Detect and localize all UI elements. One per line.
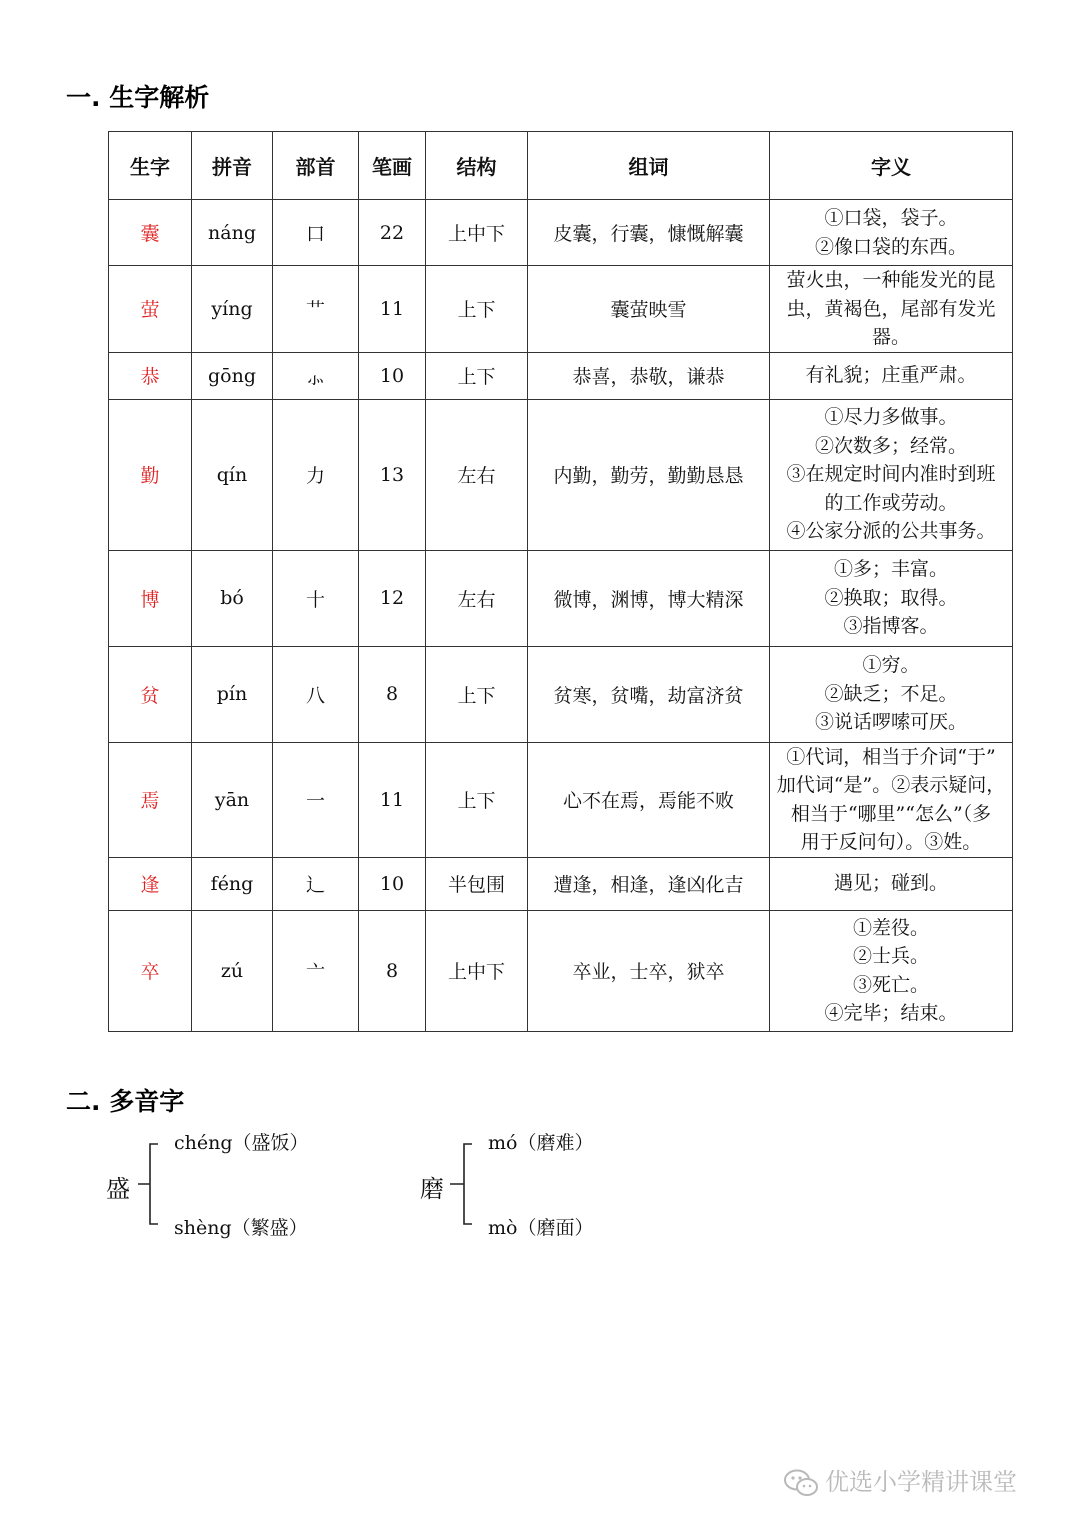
table-row bbox=[109, 266, 1013, 353]
radical-cell: 口 bbox=[273, 200, 359, 266]
char-cell: 逢 bbox=[109, 857, 192, 910]
header-structure: 结构 bbox=[426, 132, 528, 200]
meaning-line: ②换取；取得。 bbox=[824, 586, 958, 609]
meaning-line: 有礼貌；庄重严肃。 bbox=[805, 364, 977, 387]
polyphone-char: 盛 bbox=[106, 1175, 130, 1203]
meaning-line: 用于反问句）。③姓。 bbox=[800, 831, 982, 853]
pinyin-cell: féng bbox=[192, 857, 273, 910]
reading-item: chéng（盛饭） bbox=[174, 1132, 309, 1154]
meaning-cell bbox=[770, 399, 1013, 550]
char-cell: 焉 bbox=[109, 742, 192, 857]
words-cell: 恭喜，恭敬，谦恭 bbox=[528, 352, 770, 399]
section-title-characters: 一. 生字解析 bbox=[66, 83, 210, 112]
structure-cell: 上下 bbox=[426, 646, 528, 742]
strokes-cell: 10 bbox=[359, 857, 426, 910]
char-cell: 萤 bbox=[109, 266, 192, 353]
header-meaning: 字义 bbox=[770, 132, 1013, 200]
meaning-line: 的工作或劳动。 bbox=[824, 491, 958, 514]
meaning-line: ②像口袋的东西。 bbox=[814, 235, 967, 258]
header-radical: 部首 bbox=[273, 132, 359, 200]
meaning-line: 虫，黄褐色，尾部有发光器。 bbox=[786, 297, 996, 348]
meaning-line: 相当于“哪里”“怎么”（多 bbox=[790, 802, 992, 825]
meaning-cell bbox=[770, 550, 1013, 646]
polyphone-char: 磨 bbox=[420, 1175, 444, 1203]
pinyin-cell: náng bbox=[192, 200, 273, 266]
meaning-line: ①尽力多做事。 bbox=[824, 406, 958, 429]
wechat-icon bbox=[783, 1468, 819, 1498]
pinyin-cell: qín bbox=[192, 399, 273, 550]
header-pinyin: 拼音 bbox=[192, 132, 273, 200]
pinyin-cell: bó bbox=[192, 550, 273, 646]
pinyin-cell: pín bbox=[192, 646, 273, 742]
structure-cell: 上下 bbox=[426, 266, 528, 353]
structure-cell: 左右 bbox=[426, 550, 528, 646]
meaning-line: ③在规定时间内准时到班 bbox=[786, 463, 996, 486]
strokes-cell: 22 bbox=[359, 200, 426, 266]
bracket-icon bbox=[138, 1140, 168, 1230]
meaning-line: ④公家分派的公共事务。 bbox=[786, 520, 996, 543]
table-row bbox=[109, 910, 1013, 1031]
structure-cell: 左右 bbox=[426, 399, 528, 550]
meaning-cell bbox=[770, 857, 1013, 910]
watermark bbox=[783, 1462, 1017, 1498]
words-cell: 卒业，士卒，狱卒 bbox=[528, 910, 770, 1031]
meaning-line: ①口袋，袋子。 bbox=[824, 207, 958, 229]
meaning-line: ④完毕；结束。 bbox=[824, 1002, 958, 1024]
meaning-cell bbox=[770, 352, 1013, 399]
meaning-cell bbox=[770, 646, 1013, 742]
strokes-cell: 8 bbox=[359, 910, 426, 1031]
structure-cell: 半包围 bbox=[426, 857, 528, 910]
table-row bbox=[109, 646, 1013, 742]
meaning-line: ③死亡。 bbox=[852, 973, 929, 996]
words-cell: 心不在焉，焉能不败 bbox=[528, 742, 770, 857]
char-cell: 勤 bbox=[109, 399, 192, 550]
strokes-cell: 10 bbox=[359, 352, 426, 399]
watermark-text: 优选小学精讲课堂 bbox=[825, 1468, 1017, 1496]
strokes-cell: 13 bbox=[359, 399, 426, 550]
words-cell: 皮囊，行囊，慷慨解囊 bbox=[528, 200, 770, 266]
pinyin-cell: gōng bbox=[192, 352, 273, 399]
reading-item: mó（磨难） bbox=[488, 1132, 594, 1154]
bracket-icon bbox=[446, 1140, 476, 1230]
char-cell: 博 bbox=[109, 550, 192, 646]
pinyin-cell: zú bbox=[192, 910, 273, 1031]
words-cell: 遭逢，相逢，逢凶化吉 bbox=[528, 857, 770, 910]
meaning-line: ③说话啰嗦可厌。 bbox=[814, 711, 967, 734]
table-row bbox=[109, 399, 1013, 550]
char-cell: 恭 bbox=[109, 352, 192, 399]
table-row bbox=[109, 742, 1013, 857]
meaning-cell bbox=[770, 910, 1013, 1031]
reading-item: shèng（繁盛） bbox=[174, 1217, 308, 1239]
structure-cell: 上中下 bbox=[426, 910, 528, 1031]
char-cell: 囊 bbox=[109, 200, 192, 266]
radical-cell: 亠 bbox=[273, 910, 359, 1031]
meaning-line: ③指博客。 bbox=[843, 615, 939, 638]
radical-cell: 八 bbox=[273, 646, 359, 742]
radical-cell: ⺗ bbox=[273, 352, 359, 399]
table-header-row bbox=[109, 132, 1013, 200]
char-cell: 卒 bbox=[109, 910, 192, 1031]
structure-cell: 上下 bbox=[426, 352, 528, 399]
meaning-cell bbox=[770, 742, 1013, 857]
meaning-line: ①差役。 bbox=[852, 916, 929, 939]
meaning-line: ①多；丰富。 bbox=[833, 558, 948, 581]
strokes-cell: 8 bbox=[359, 646, 426, 742]
meaning-line: 加代词“是”。②表示疑问， bbox=[776, 774, 1006, 796]
pinyin-cell: yíng bbox=[192, 266, 273, 353]
pinyin-cell: yān bbox=[192, 742, 273, 857]
meaning-line: ②士兵。 bbox=[852, 945, 929, 967]
meaning-line: ②缺乏；不足。 bbox=[824, 682, 958, 705]
reading-item: mò（磨面） bbox=[488, 1217, 594, 1239]
words-cell: 贫寒，贫嘴，劫富济贫 bbox=[528, 646, 770, 742]
meaning-line: 遇见；碰到。 bbox=[833, 872, 948, 895]
table-row bbox=[109, 550, 1013, 646]
table-row bbox=[109, 352, 1013, 399]
meaning-line: ①穷。 bbox=[862, 654, 920, 677]
radical-cell: 一 bbox=[273, 742, 359, 857]
strokes-cell: 11 bbox=[359, 742, 426, 857]
radical-cell: 力 bbox=[273, 399, 359, 550]
structure-cell: 上下 bbox=[426, 742, 528, 857]
radical-cell: 辶 bbox=[273, 857, 359, 910]
words-cell: 内勤，勤劳，勤勤恳恳 bbox=[528, 399, 770, 550]
radical-cell: 十 bbox=[273, 550, 359, 646]
section-title-polyphones: 二. 多音字 bbox=[66, 1087, 185, 1116]
meaning-line: 萤火虫，一种能发光的昆 bbox=[786, 269, 996, 291]
header-char: 生字 bbox=[109, 132, 192, 200]
strokes-cell: 12 bbox=[359, 550, 426, 646]
words-cell: 微博，渊博，博大精深 bbox=[528, 550, 770, 646]
table-row bbox=[109, 857, 1013, 910]
meaning-cell bbox=[770, 266, 1013, 353]
header-strokes: 笔画 bbox=[359, 132, 426, 200]
radical-cell: 艹 bbox=[273, 266, 359, 353]
meaning-line: ②次数多；经常。 bbox=[814, 434, 967, 457]
structure-cell: 上中下 bbox=[426, 200, 528, 266]
header-words: 组词 bbox=[528, 132, 770, 200]
table-row bbox=[109, 200, 1013, 266]
character-table bbox=[108, 131, 1013, 1032]
char-cell: 贫 bbox=[109, 646, 192, 742]
words-cell: 囊萤映雪 bbox=[528, 266, 770, 353]
meaning-line: ①代词，相当于介词“于” bbox=[786, 745, 996, 768]
strokes-cell: 11 bbox=[359, 266, 426, 353]
meaning-cell bbox=[770, 200, 1013, 266]
